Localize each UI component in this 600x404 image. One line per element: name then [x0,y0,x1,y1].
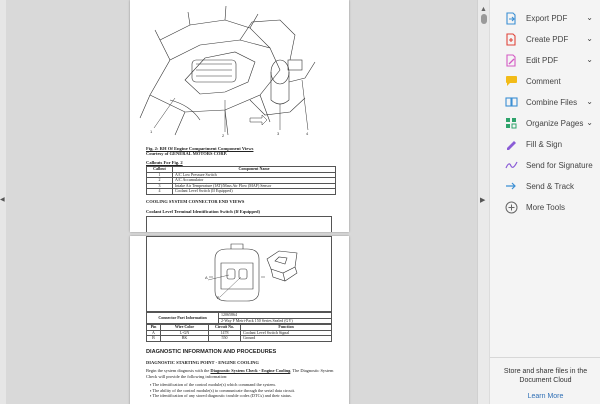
pin-cell: Coolant Level Switch Signal [241,330,332,336]
expand-left-pane-icon[interactable]: ◀ [0,197,5,203]
tool-send-track[interactable] [490,176,600,196]
callout-component: A/C Low Pressure Switch [173,172,336,178]
organize-pages-icon [504,116,518,130]
tools-pane [489,0,600,404]
figure-courtesy: Courtesy of GENERAL MOTORS CORP. [146,151,228,156]
collapse-tools-pane-icon[interactable]: ▶ [480,197,486,204]
pin-cell: B [147,336,161,342]
pin-cell: L-GN [161,330,209,336]
callout-number: 3 [147,183,173,189]
diagnostic-bullet-list [150,382,295,399]
connector-drawing-box [146,236,332,312]
chevron-down-icon[interactable]: ⌄ [586,118,593,127]
table-row [147,189,336,195]
tool-export-pdf[interactable] [490,8,600,28]
comment-icon [504,74,518,88]
diagnostic-heading: DIAGNOSTIC INFORMATION AND PROCEDURES [146,349,277,355]
send-signature-icon [504,158,518,172]
combine-files-icon [504,95,518,109]
tool-label: Organize Pages [526,118,584,128]
chevron-down-icon[interactable]: ⌄ [586,97,593,106]
learn-more-link[interactable]: Learn More [527,393,564,400]
connector-subheading: Coolant Level Terminal Identification Switch (If Equipped) [146,209,261,214]
document-cloud-text: Store and share files in the Document Cloud [503,368,588,384]
connector-heading: COOLING SYSTEM CONNECTOR END VIEWS [146,199,245,204]
diagnostic-intro [146,368,336,379]
tool-label: Fill & Sign [526,139,563,149]
svg-text:A: A [205,275,208,280]
list-item: ▪ The ability of the control module(s) to communicate through the serial data circuit. [150,388,295,394]
callouts-title: Callouts For Fig. 2 [146,160,183,165]
pin-cell: BK [161,336,209,342]
pin-cell: 550 [209,336,241,342]
engine-compartment-illustration [130,0,349,148]
connector-description: 2-Way F Metri-Pack 150 Series Sealed (GY) [219,318,332,324]
connector-info-label: Connector Part Information [147,313,219,324]
table-row [147,336,332,342]
svg-text:B: B [217,295,220,300]
tool-fill-sign[interactable] [490,134,600,154]
tool-label: More Tools [526,202,565,212]
callout-number: 4 [147,189,173,195]
callout-component: Intake Air Temperature (IAT)/Mass Air Flow (MAF) Sensor [173,183,336,189]
vertical-scrollbar[interactable] [477,0,489,404]
tool-create-pdf[interactable] [490,29,600,49]
svg-text:3: 3 [277,131,280,136]
connector-part-table [146,312,332,324]
tool-label: Send for Signature [526,160,593,170]
tool-label: Create PDF [526,34,569,44]
pin-header-circuit: Circuit No. [209,325,241,331]
tool-label: Edit PDF [526,55,559,65]
callout-number: 2 [147,178,173,184]
send-track-icon [504,179,518,193]
scrollbar-thumb[interactable] [481,14,487,24]
callouts-header-component: Component Name [173,167,336,173]
pin-cell: A [147,330,161,336]
connector-part-number: 12065864 [219,313,332,319]
connector-end-view-illustration [147,237,333,313]
pin-cell: Ground [241,336,332,342]
pin-header-wire-color: Wire Color [161,325,209,331]
tool-combine-files[interactable] [490,92,600,112]
list-item: ▪ The identification of any stored diagnostic trouble codes (DTCs) and their status. [150,393,295,399]
pdf-page-1 [130,0,349,232]
pin-header-pin: Pin [147,325,161,331]
callouts-header-callout: Callout [147,167,173,173]
list-item: ▪ The identification of the control module(s) which command the system. [150,382,295,388]
tool-send-for-signature[interactable] [490,155,600,175]
diagnostic-intro-text: Begin the system diagnosis with the [146,368,211,373]
callout-component: Coolant Level Switch (If Equipped) [173,189,336,195]
callout-number: 1 [147,172,173,178]
document-cloud-promo [490,357,600,404]
tool-label: Combine Files [526,97,578,107]
pdf-page-2 [130,236,349,404]
callout-component: A/C Accumulator [173,178,336,184]
tool-label: Comment [526,76,561,86]
svg-text:2: 2 [222,133,225,138]
pin-header-function: Function [241,325,332,331]
scroll-up-arrow-icon[interactable]: ▲ [480,6,487,13]
figure-caption: Fig. 2: RH Of Engine Compartment Component Views [146,146,254,151]
tool-label: Send & Track [526,181,575,191]
pin-cell: 1478 [209,330,241,336]
export-pdf-icon [504,11,518,25]
svg-text:1: 1 [150,129,153,134]
more-tools-icon [504,200,518,214]
tool-more-tools[interactable] [490,197,600,217]
svg-text:4: 4 [306,131,309,136]
diagnostic-system-check-link[interactable]: Diagnostic System Check - Engine Cooling [210,368,291,373]
diagnostic-subheading: DIAGNOSTIC STARTING POINT - ENGINE COOLING [146,360,259,365]
pin-table [146,324,332,342]
tool-edit-pdf[interactable] [490,50,600,70]
tool-organize-pages[interactable] [490,113,600,133]
chevron-down-icon[interactable]: ⌄ [586,13,593,22]
tool-comment[interactable] [490,71,600,91]
create-pdf-icon [504,32,518,46]
tool-label: Export PDF [526,13,568,23]
connector-figure-box [146,216,332,232]
edit-pdf-icon [504,53,518,67]
chevron-down-icon[interactable]: ⌄ [586,34,593,43]
diagnostic-intro-text-end: . The Diagnostic System Check will provide the following information: [146,368,334,379]
callouts-table [146,166,336,195]
fill-sign-icon [504,137,518,151]
chevron-down-icon[interactable]: ⌄ [586,55,593,64]
